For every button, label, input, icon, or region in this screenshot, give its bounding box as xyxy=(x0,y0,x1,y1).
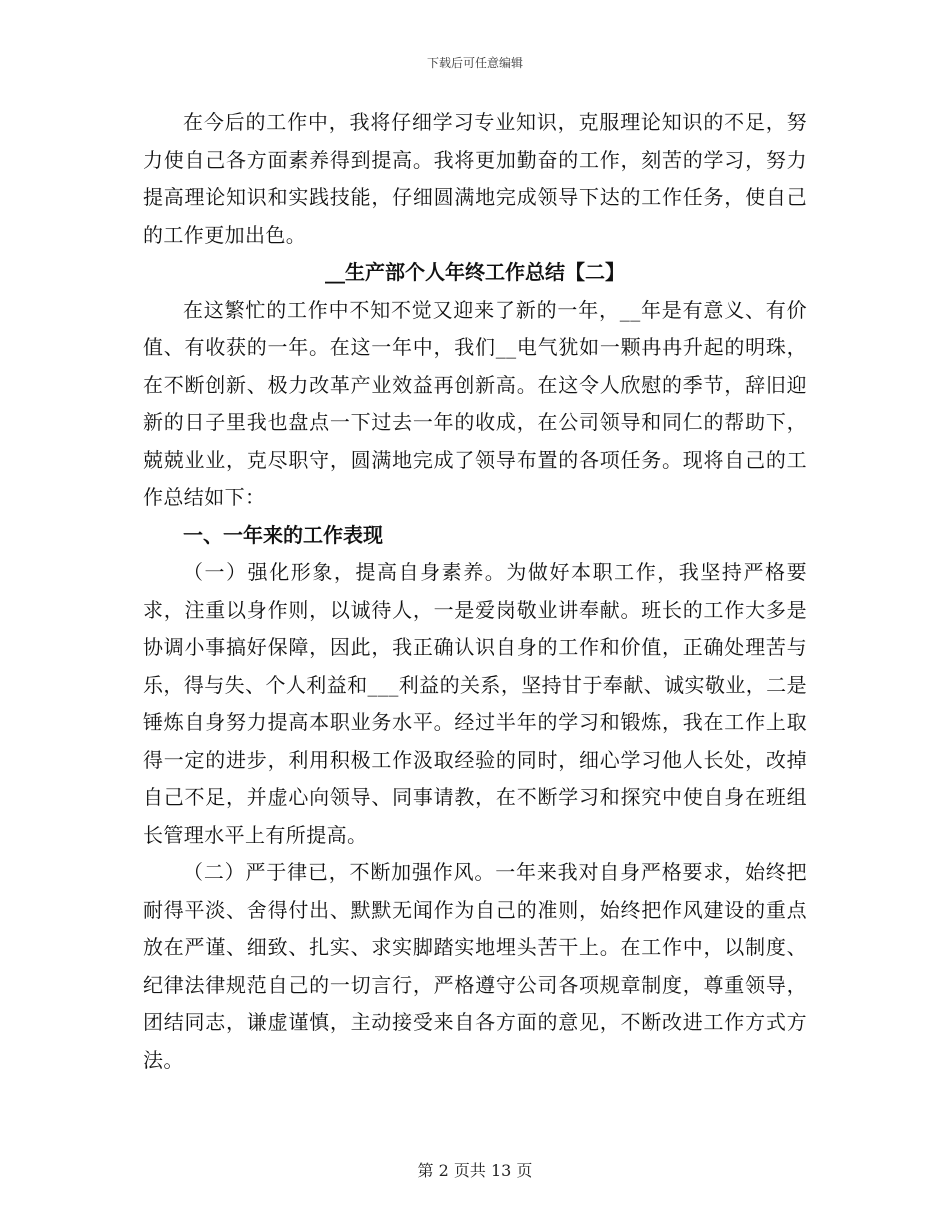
page-header-note: 下载后可任意编辑 xyxy=(426,56,523,70)
paragraph-self-discipline: （二）严于律已，不断加强作风。一年来我对自身严格要求，始终把耐得平淡、舍得付出、默默无闻作为自己的准则，始终把作风建设的重点放在严谨、细致、扎实、求实脚踏实地埋头苦干上。在工作中，以制度、纪律法律规范自己的一切言行，严格遵守公司各项规章制度，尊重领导，团结同志，谦虚谨慎，主动接受来自各方面的意见，不断改进工作方式方法。 xyxy=(143,860,807,1072)
document-body xyxy=(143,104,807,1079)
section-title: __生产部个人年终工作总结【二】 xyxy=(325,260,625,284)
page-number: 第 2 页共 13 页 xyxy=(417,1161,533,1180)
paragraph-image-quality: （一）强化形象，提高自身素养。为做好本职工作，我坚持严格要求，注重以身作则，以诚待人，一是爱岗敬业讲奉献。班长的工作大多是协调小事搞好保障，因此，我正确认识自身的工作和价值，正确处理苦与乐，得与失、个人利益和___利益的关系，坚持甘于奉献、诚实敬业，二是锤炼自身努力提高本职业务水平。经过半年的学习和锻炼，我在工作上取得一定的进步，利用积极工作汲取经验的同时，细心学习他人长处，改掉自己不足，并虚心向领导、同事请教，在不断学习和探究中使自身在班组长管理水平上有所提高。 xyxy=(143,560,807,847)
section-heading-work-performance: 一、一年来的工作表现 xyxy=(183,522,383,547)
paragraph-intro: 在今后的工作中，我将仔细学习专业知识，克服理论知识的不足，努力使自己各方面素养得到提高。我将更加勤奋的工作，刻苦的学习，努力提高理论知识和实践技能，仔细圆满地完成领导下达的工作任务，使自己的工作更加出色。 xyxy=(143,110,807,247)
paragraph-opening: 在这繁忙的工作中不知不觉又迎来了新的一年，__年是有意义、有价值、有收获的一年。在这一年中，我们__电气犹如一颗冉冉升起的明珠，在不断创新、极力改革产业效益再创新高。在这令人欣慰的季节，辞旧迎新的日子里我也盘点一下过去一年的收成，在公司领导和同仁的帮助下，兢兢业业，克尽职守，圆满地完成了领导布置的各项任务。现将自己的工作总结如下： xyxy=(143,297,807,509)
